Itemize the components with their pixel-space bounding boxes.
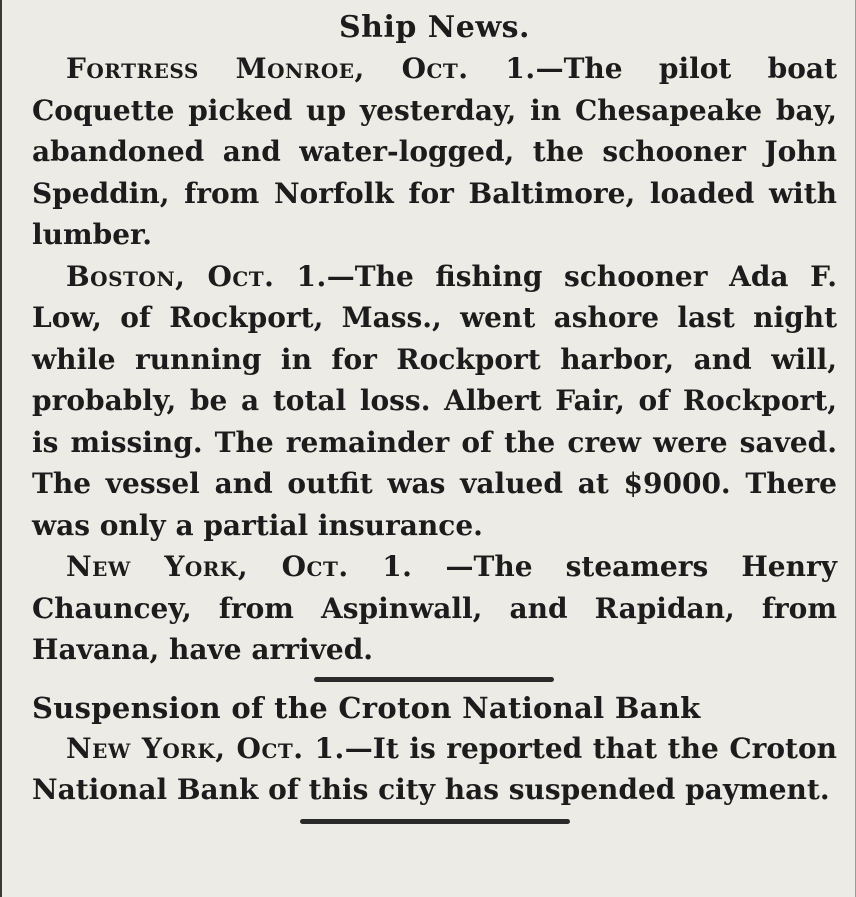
ship-news-heading: Ship News. xyxy=(339,10,530,45)
end-divider xyxy=(300,819,570,824)
news-item-new-york-steamers xyxy=(32,546,837,671)
news-body: —The steamers Henry Chauncey, from Aspinwall, and Rapidan, from Havana, have arrived. xyxy=(32,550,838,666)
bank-news-heading: Suspension of the Croton National Bank xyxy=(32,690,701,725)
dateline: Boston, Oct. 1. xyxy=(66,259,327,293)
dateline: New York, Oct. 1. xyxy=(66,731,345,765)
dateline: Fortress Monroe, Oct. 1. xyxy=(66,52,536,85)
news-item-boston xyxy=(32,256,837,547)
news-item-croton-bank xyxy=(32,728,837,811)
dateline: New York, Oct. 1. xyxy=(66,550,413,583)
section-divider xyxy=(314,677,554,682)
news-body: —The pilot boat Coquette picked up yesterday, in Chesapeake bay, abandoned and water-logged, the schooner John Speddin, from Norfolk for Baltimore, loaded with lumber. xyxy=(32,52,838,251)
news-body: —It is reported that the Croton National Bank of this city has suspended payment. xyxy=(32,731,837,806)
news-body: —The fishing schooner Ada F. Low, of Rockport, Mass., went ashore last night while running in for Rockport harbor, and will, probably, be a total loss. Albert Fair, of Rockport, is missing. The remainder of the crew were saved. The vessel and outfit was valued at $9000. There was only a partial insurance. xyxy=(32,259,837,542)
news-item-fortress-monroe xyxy=(32,48,837,256)
